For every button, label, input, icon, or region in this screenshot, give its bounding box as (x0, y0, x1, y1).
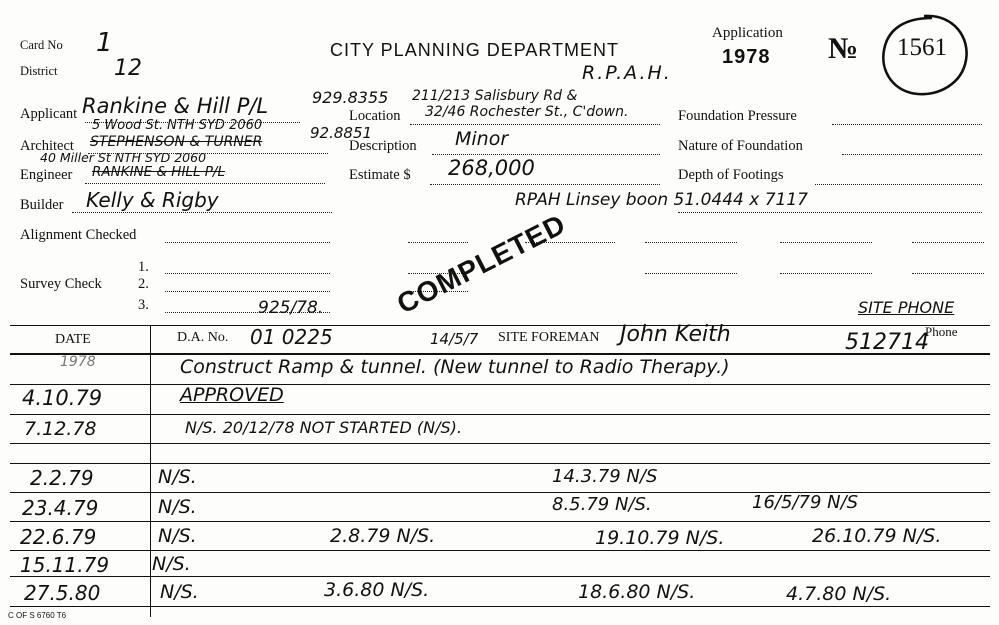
table-row-entry: N/S. (158, 466, 197, 488)
table-row-entry: Construct Ramp & tunnel. (New tunnel to Radio Therapy.) (180, 356, 730, 378)
table-row-entry: N/S. 20/12/78 NOT STARTED (N/S). (185, 418, 462, 437)
table-row-entry: N/S. (158, 525, 197, 547)
da-value: 01 0225 (250, 325, 333, 349)
builder-label: Builder (20, 197, 64, 213)
table-row-date: 4.10.79 (22, 386, 103, 410)
architect-label: Architect (20, 138, 74, 154)
table-row-entry: APPROVED (180, 384, 284, 406)
phone-label: Phone (925, 324, 958, 339)
description-value: Minor (455, 128, 509, 150)
application-number: 1561 (897, 34, 947, 61)
table-row-entry: 19.10.79 N/S. (595, 527, 725, 549)
builder-value: Kelly & Rigby (86, 188, 219, 212)
da-date: 14/5/7 (430, 330, 479, 348)
table-row-entry: N/S. (160, 581, 199, 603)
applicant-phone-2: 92.8851 (310, 124, 373, 142)
engineer-value: RANKINE & HILL P/L (92, 164, 225, 180)
table-row-entry: 14.3.79 N/S (552, 466, 658, 487)
applicant-value: Rankine & Hill P/L (82, 94, 269, 118)
table-row-date: 27.5.80 (24, 581, 101, 605)
card-no-value: 1 (96, 28, 113, 58)
rpah-label: R.P.A.H. (582, 62, 672, 84)
foundation-pressure-label: Foundation Pressure (678, 108, 797, 124)
da-label: D.A. No. (177, 330, 229, 345)
table-row-date: 7.12.78 (24, 418, 97, 440)
estimate-value: 268,000 (448, 156, 535, 180)
number-symbol: № (828, 32, 859, 65)
table-row-entry: 26.10.79 N/S. (812, 525, 942, 547)
application-label: Application (712, 25, 783, 41)
description-label: Description (349, 138, 417, 154)
architect-address: 40 Miller St NTH SYD 2060 (40, 150, 207, 165)
application-year: 1978 (722, 46, 771, 68)
table-row-entry: 2.8.79 N/S. (330, 525, 436, 547)
survey-label: Survey Check (20, 276, 102, 292)
location-value-2: 32/46 Rochester St., C'down. (425, 104, 629, 120)
da-reference: 925/78. (258, 298, 324, 318)
survey-3: 3. (138, 297, 149, 313)
engineer-label: Engineer (20, 167, 73, 183)
table-row-date: 23.4.79 (22, 496, 99, 520)
table-row-date: 2.2.79 (30, 466, 94, 490)
table-header-rule (10, 353, 990, 355)
table-row-entry: 3.6.80 N/S. (324, 579, 430, 601)
applicant-label: Applicant (20, 106, 78, 122)
table-row-entry: 16/5/79 N/S (752, 492, 859, 513)
survey-2: 2. (138, 276, 149, 292)
district-label: District (20, 64, 58, 78)
applicant-phone: 929.8355 (312, 88, 389, 107)
site-foreman-label: SITE FOREMAN (498, 330, 600, 345)
page-title: CITY PLANNING DEPARTMENT (330, 40, 620, 60)
applicant-address: 5 Wood St. NTH SYD 2060 (92, 118, 263, 133)
table-row-entry: 4.7.80 N/S. (786, 583, 892, 605)
district-value: 12 (114, 56, 142, 81)
table-row-entry: N/S. (152, 553, 191, 575)
completed-stamp: COMPLETED (392, 208, 571, 320)
table-row-date: 1978 (60, 354, 96, 370)
table-row-entry: N/S. (158, 496, 197, 518)
alignment-label: Alignment Checked (20, 227, 137, 243)
location-value-1: 211/213 Salisbury Rd & (412, 88, 578, 104)
architect-value: STEPHENSON & TURNER (90, 134, 263, 150)
table-row-date: 15.11.79 (20, 553, 110, 577)
table-row-date: 22.6.79 (20, 525, 97, 549)
form-code: C OF S 6760 T6 (8, 611, 67, 620)
depth-footings-label: Depth of Footings (678, 167, 784, 183)
survey-1: 1. (138, 259, 149, 275)
table-row-entry: 8.5.79 N/S. (552, 494, 652, 515)
location-label: Location (349, 108, 401, 124)
table-row-entry: 18.6.80 N/S. (578, 581, 696, 603)
phone-value: 512714 (845, 330, 929, 355)
nature-foundation-label: Nature of Foundation (678, 138, 803, 154)
table-top-rule (10, 325, 990, 326)
builder-note: RPAH Linsey boon 51.0444 x 7117 (515, 190, 808, 210)
date-header: DATE (55, 332, 91, 347)
card-no-label: Card No (20, 38, 63, 52)
site-phone-note: SITE PHONE (858, 298, 955, 317)
site-foreman-value: John Keith (620, 322, 731, 347)
date-column-divider (150, 325, 151, 617)
estimate-label: Estimate $ (349, 167, 411, 183)
